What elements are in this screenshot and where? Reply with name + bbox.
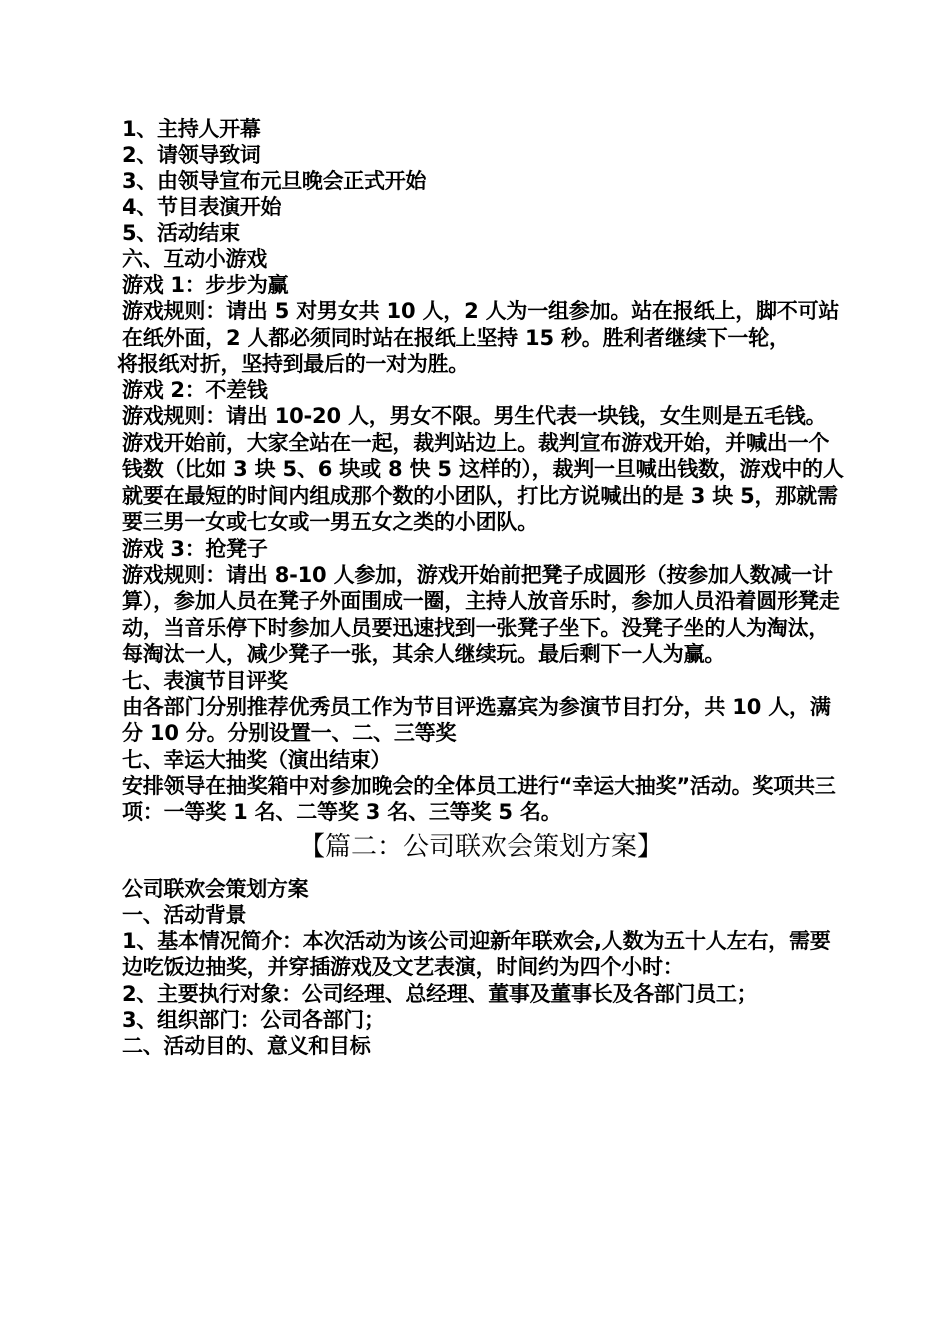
section-goals-title: 二、活动目的、意义和目标 xyxy=(122,1033,371,1058)
game-3-title: 游戏 3：抢凳子 xyxy=(122,536,268,561)
awards-description: 由各部门分别推荐优秀员工作为节目评选嘉宾为参演节目打分，共 10 人，满分 10 分。分别设置一、二、三等奖 xyxy=(122,694,831,745)
agenda-item-1: 1、主持人开幕 xyxy=(122,117,261,141)
background-organizer: 3、组织部门：公司各部门； xyxy=(122,1007,385,1032)
lottery-description: 安排领导在抽奖箱中对参加晚会的全体员工进行“幸运大抽奖”活动。奖项共三项：一等奖 1 名、二等奖 3 名、三等奖 5 名。 xyxy=(122,773,836,824)
agenda-item-5: 5、活动结束 xyxy=(122,221,240,245)
game-1-title: 游戏 1：步步为赢 xyxy=(122,273,289,297)
game-3-rules: 游戏规则：请出 8-10 人参加，游戏开始前把凳子成圆形（按参加人数减一计算），参加人员在凳子外面围成一圈，主持人放音乐时，参加人员沿着圆形凳走动，当音乐停下时参加人员要迅速找到一张凳子坐下。没凳子坐的人为淘汰，每淘汰一人，减少凳子一张，其余人继续玩。最后剩下一人为赢。 xyxy=(122,562,840,666)
game-2-title: 游戏 2：不差钱 xyxy=(122,378,268,402)
game-2-rules: 游戏规则：请出 10-20 人，男女不限。男生代表一块钱，女生则是五毛钱。游戏开始前，大家全站在一起，裁判站边上。裁判宣布游戏开始，并喊出一个钱数（比如 3 块 5、6 块或 8 快 5 这样的），裁判一旦喊出钱数，游戏中的人就要在最短的时间内组成那个数的小团队，打比方说喊出的是 3 块 5，那就需要三男一女或七女或一男五女之类的小团队。 xyxy=(122,404,844,534)
agenda-item-3: 3、由领导宣布元旦晚会正式开始 xyxy=(122,169,427,193)
document-page xyxy=(117,116,845,1059)
background-basic-info: 1、基本情况简介：本次活动为该公司迎新年联欢会,人数为五十人左右，需要边吃饭边抽奖，并穿插游戏及文艺表演，时间约为四个小时： xyxy=(122,928,831,979)
section-awards-title: 七、表演节目评奖 xyxy=(122,668,288,693)
chapter-heading: 【篇二：公司联欢会策划方案】 xyxy=(298,831,663,862)
section-lottery-title: 七、幸运大抽奖（演出结束） xyxy=(122,747,392,772)
section-background-title: 一、活动背景 xyxy=(122,902,247,927)
game-1-rules: 游戏规则：请出 5 对男女共 10 人，2 人为一组参加。站在报纸上，脚不可站在纸外面，2 人都必须同时站在报纸上坚持 15 秒。胜利者继续下一轮， xyxy=(122,299,840,350)
section-games-title: 六、互动小游戏 xyxy=(122,247,267,271)
game-1-rules-continued: 将报纸对折，坚持到最后的一对为胜。 xyxy=(117,352,469,376)
background-target-audience: 2、主要执行对象：公司经理、总经理、董事及董事长及各部门员工； xyxy=(122,981,758,1006)
agenda-item-4: 4、节目表演开始 xyxy=(122,195,282,219)
agenda-item-2: 2、请领导致词 xyxy=(122,143,261,167)
plan-title: 公司联欢会策划方案 xyxy=(122,876,309,901)
